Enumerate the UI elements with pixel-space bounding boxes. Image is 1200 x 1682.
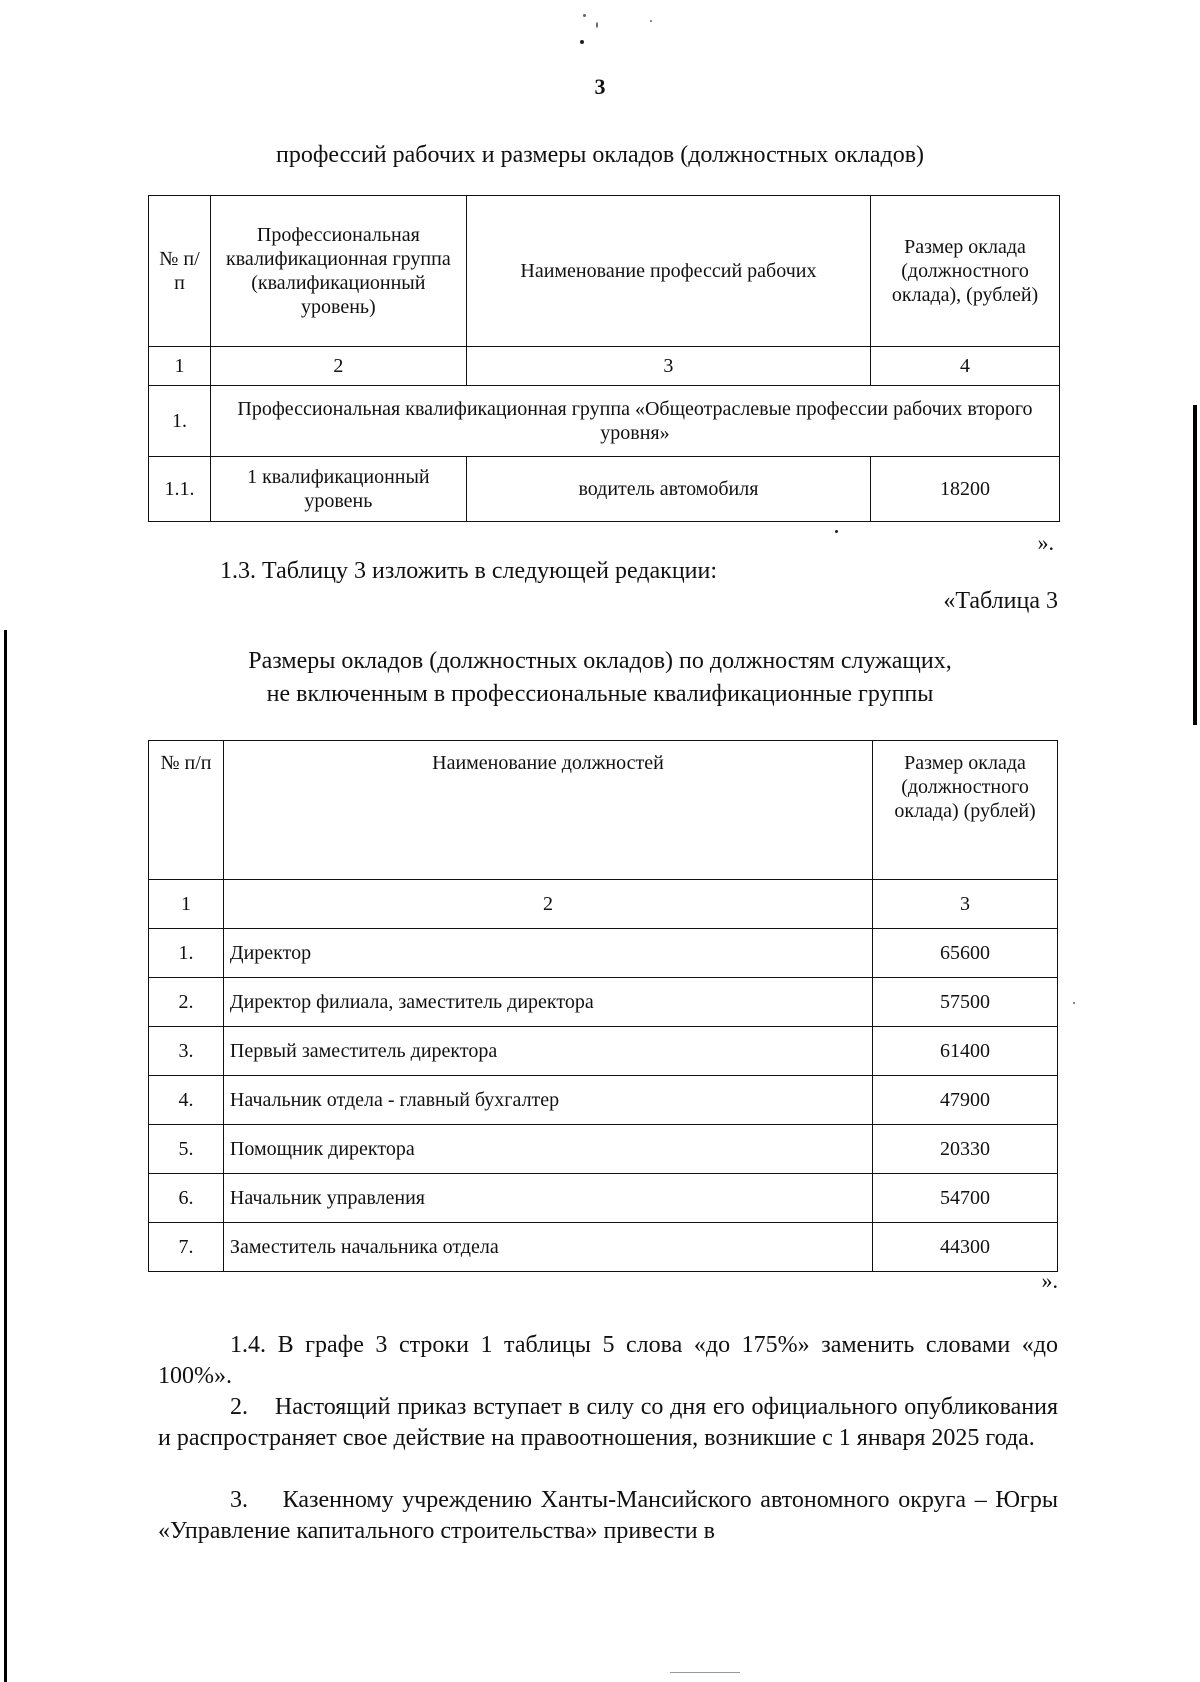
qualification-level: 1 квалификационный уровень <box>210 457 466 522</box>
scan-speck <box>583 14 586 17</box>
position-name: Помощник директора <box>223 1125 872 1174</box>
table-row <box>149 1076 1058 1125</box>
salary-value: 47900 <box>873 1076 1058 1125</box>
salary-value: 44300 <box>873 1223 1058 1272</box>
group-row <box>149 386 1060 457</box>
column-header: Размер оклада (должностного оклада), (рублей) <box>871 196 1060 347</box>
column-header: Размер оклада (должностного оклада) (рублей) <box>873 741 1058 880</box>
table-row <box>149 1223 1058 1272</box>
table1-closing-quote: ». <box>1037 530 1054 555</box>
scan-speck <box>650 20 652 22</box>
scan-edge-bar <box>4 630 7 1682</box>
position-name: Директор <box>223 929 872 978</box>
row-number: 2. <box>149 978 224 1027</box>
table-row <box>149 457 1060 522</box>
column-number: 3 <box>466 347 870 386</box>
salary-value: 65600 <box>873 929 1058 978</box>
column-number-row <box>149 347 1060 386</box>
section-1-3-text: 1.3. Таблицу 3 изложить в следующей редакции: <box>220 558 718 584</box>
paragraph-2: 2. Настоящий приказ вступает в силу со дня его официального опубликования и распространяет свое действие на правоотношения, возникшие с 1 января 2025 года. <box>158 1394 1058 1451</box>
column-header: № п/п <box>149 741 224 880</box>
table-header-row <box>149 741 1058 880</box>
position-name: Заместитель начальника отдела <box>223 1223 872 1272</box>
salary-value: 57500 <box>873 978 1058 1027</box>
column-number: 4 <box>871 347 1060 386</box>
salary-value: 20330 <box>873 1125 1058 1174</box>
table-row <box>149 1174 1058 1223</box>
row-number: 1. <box>149 929 224 978</box>
table-3-label: «Таблица 3 <box>943 588 1058 614</box>
table-row <box>149 929 1058 978</box>
row-number: 1.1. <box>149 457 211 522</box>
column-header: № п/п <box>149 196 211 347</box>
column-header: Наименование должностей <box>223 741 872 880</box>
row-number: 7. <box>149 1223 224 1272</box>
scan-speck <box>835 530 838 533</box>
scan-edge-bar <box>1193 405 1197 725</box>
scan-edge-bar <box>670 1672 740 1673</box>
position-name: Начальник управления <box>223 1174 872 1223</box>
positions-table <box>148 740 1058 1272</box>
column-header: Наименование профессий рабочих <box>466 196 870 347</box>
salary-value: 61400 <box>873 1027 1058 1076</box>
page-number: 3 <box>594 74 606 99</box>
table2-heading-line2: не включенным в профессиональные квалификационные группы <box>266 681 934 707</box>
professions-table <box>148 195 1060 522</box>
table-header-row <box>149 196 1060 347</box>
paragraph-1-4: 1.4. В графе 3 строки 1 таблицы 5 слова «до 175%» заменить словами «до 100%». <box>158 1332 1058 1389</box>
row-number: 5. <box>149 1125 224 1174</box>
group-number: 1. <box>149 386 211 457</box>
column-number: 2 <box>223 880 872 929</box>
group-title: Профессиональная квалификационная группа «Общеотраслевые профессии рабочих второго уровня» <box>210 386 1059 457</box>
position-name: Директор филиала, заместитель директора <box>223 978 872 1027</box>
row-number: 4. <box>149 1076 224 1125</box>
table-row <box>149 978 1058 1027</box>
column-number: 2 <box>210 347 466 386</box>
column-number: 3 <box>873 880 1058 929</box>
column-header: Профессиональная квалификационная группа (квалификационный уровень) <box>210 196 466 347</box>
position-name: Первый заместитель директора <box>223 1027 872 1076</box>
table1-heading: профессий рабочих и размеры окладов (должностных окладов) <box>275 142 925 168</box>
scan-speck <box>596 22 598 28</box>
column-number: 1 <box>149 347 211 386</box>
scan-speck <box>580 40 584 44</box>
salary-value: 18200 <box>871 457 1060 522</box>
column-number: 1 <box>149 880 224 929</box>
salary-value: 54700 <box>873 1174 1058 1223</box>
table-row <box>149 1027 1058 1076</box>
column-number-row <box>149 880 1058 929</box>
table-row <box>149 1125 1058 1174</box>
row-number: 6. <box>149 1174 224 1223</box>
scan-speck <box>1073 1002 1075 1004</box>
table2-heading-line1: Размеры окладов (должностных окладов) по должностям служащих, <box>248 648 952 674</box>
profession-name: водитель автомобиля <box>466 457 870 522</box>
position-name: Начальник отдела - главный бухгалтер <box>223 1076 872 1125</box>
paragraph-3: 3. Казенному учреждению Ханты-Мансийского автономного округа – Югры «Управление капитального строительства» привести в <box>158 1487 1058 1544</box>
table2-closing-quote: ». <box>1041 1268 1058 1293</box>
row-number: 3. <box>149 1027 224 1076</box>
